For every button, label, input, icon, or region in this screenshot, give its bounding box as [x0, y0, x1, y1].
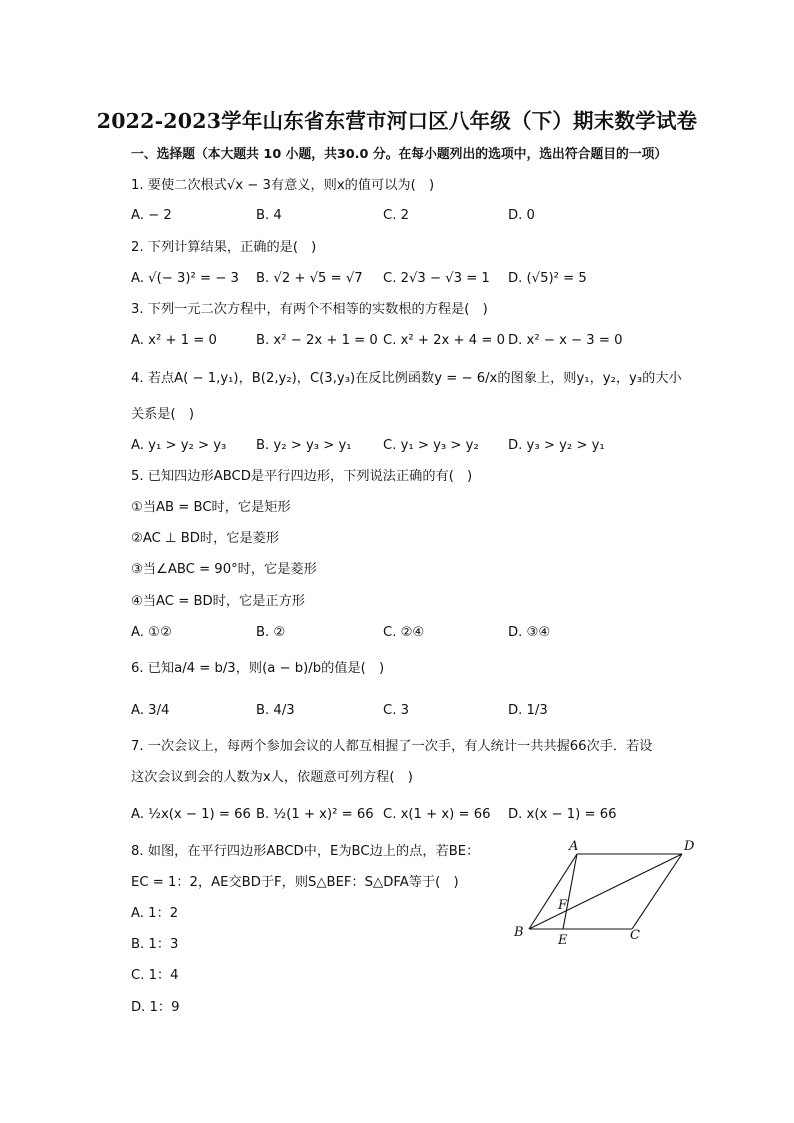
question-6-option-c: C. 3 — [383, 703, 409, 718]
question-2-option-a: A. √(− 3)² = − 3 — [131, 271, 239, 286]
question-5-option-a: A. ①② — [131, 625, 172, 640]
question-8-option-b: B. 1：3 — [131, 937, 179, 952]
question-8-option-d: D. 1：9 — [131, 1000, 180, 1015]
exam-title: 2022-2023学年山东省东营市河口区八年级（下）期末数学试卷 — [96, 109, 698, 133]
question-4-stem-cont: 关系是( ) — [131, 407, 195, 422]
label-c: C — [630, 928, 640, 943]
question-1-option-a: A. − 2 — [131, 208, 172, 223]
label-e: E — [558, 933, 568, 948]
question-4-option-a: A. y₁ > y₂ > y₃ — [131, 438, 227, 453]
question-5-statement-4: ④当AC = BD时，它是正方形 — [131, 594, 305, 609]
question-3-option-c: C. x² + 2x + 4 = 0 — [383, 333, 505, 348]
question-6-option-a: A. 3/4 — [131, 703, 170, 718]
question-3-stem: 3. 下列一元二次方程中，有两个不相等的实数根的方程是( ) — [131, 302, 488, 317]
question-6-option-b: B. 4/3 — [256, 703, 295, 718]
question-5-statement-1: ①当AB = BC时，它是矩形 — [131, 500, 291, 515]
question-3-option-a: A. x² + 1 = 0 — [131, 333, 217, 348]
question-1-option-d: D. 0 — [508, 208, 535, 223]
question-5-statement-3: ③当∠ABC = 90°时，它是菱形 — [131, 562, 317, 577]
parallelogram-diagram — [508, 836, 708, 948]
question-5-stem: 5. 已知四边形ABCD是平行四边形，下列说法正确的有( ) — [131, 469, 473, 484]
question-4-option-c: C. y₁ > y₃ > y₂ — [383, 438, 479, 453]
label-b: B — [514, 925, 524, 940]
question-5-statement-2: ②AC ⊥ BD时，它是菱形 — [131, 531, 280, 546]
question-2-option-d: D. (√5)² = 5 — [508, 271, 587, 286]
question-7-option-d: D. x(x − 1) = 66 — [508, 807, 617, 822]
question-1-option-c: C. 2 — [383, 208, 409, 223]
question-2-stem: 2. 下列计算结果，正确的是( ) — [131, 240, 317, 255]
section-heading: 一、选择题（本大题共 10 小题，共30.0 分。在每小题列出的选项中，选出符合题目的一项） — [131, 147, 668, 162]
question-4-option-d: D. y₃ > y₂ > y₁ — [508, 438, 605, 453]
question-7-stem: 7. 一次会议上，每两个参加会议的人都互相握了一次手，有人统计一共共握66次手．若设 — [131, 739, 653, 754]
segment-cd — [632, 854, 682, 929]
question-3-option-b: B. x² − 2x + 1 = 0 — [256, 333, 378, 348]
question-8-option-a: A. 1：2 — [131, 906, 179, 921]
question-8-stem-cont: EC = 1：2，AE交BD于F，则S△BEF：S△DFA等于( ) — [131, 875, 459, 890]
question-8-stem: 8. 如图，在平行四边形ABCD中，E为BC边上的点，若BE： — [131, 844, 480, 859]
question-3-option-d: D. x² − x − 3 = 0 — [508, 333, 623, 348]
question-7-option-a: A. ½x(x − 1) = 66 — [131, 807, 251, 822]
label-d: D — [684, 839, 695, 854]
label-f: F — [558, 898, 568, 913]
label-a: A — [569, 839, 579, 854]
question-7-option-b: B. ½(1 + x)² = 66 — [256, 807, 374, 822]
parallelogram-figure — [508, 836, 708, 948]
question-5-option-d: D. ③④ — [508, 625, 551, 640]
question-7-option-c: C. x(1 + x) = 66 — [383, 807, 491, 822]
segment-bd — [529, 854, 682, 929]
question-6-stem: 6. 已知a/4 = b/3，则(a − b)/b的值是( ) — [131, 661, 385, 676]
question-6-option-d: D. 1/3 — [508, 703, 548, 718]
question-4-stem: 4. 若点A( − 1,y₁)，B(2,y₂)，C(3,y₃)在反比例函数y = − 6/x的图象上，则y₁，y₂，y₃的大小 — [131, 371, 682, 386]
question-8-option-c: C. 1：4 — [131, 968, 179, 983]
question-2-option-c: C. 2√3 − √3 = 1 — [383, 271, 490, 286]
question-5-option-c: C. ②④ — [383, 625, 425, 640]
question-7-stem-cont: 这次会议到会的人数为x人，依题意可列方程( ) — [131, 770, 413, 785]
question-5-option-b: B. ② — [256, 625, 286, 640]
question-2-option-b: B. √2 + √5 = √7 — [256, 271, 363, 286]
question-1-option-b: B. 4 — [256, 208, 282, 223]
question-1-stem: 1. 要使二次根式√x − 3有意义，则x的值可以为( ) — [131, 178, 435, 193]
question-4-option-b: B. y₂ > y₃ > y₁ — [256, 438, 352, 453]
